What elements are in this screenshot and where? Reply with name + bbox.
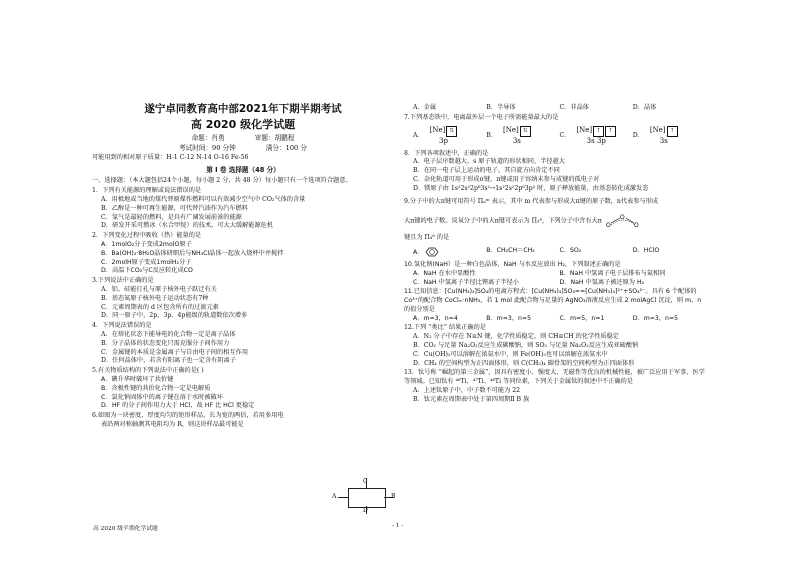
option: B．Ba(OH)₂·8H₂O晶体研细后与NH₄Cl晶体一起放入烧杯中并搅拌 <box>101 249 284 257</box>
question-10: 10.氢化钠(NaH）是一种白色晶体，NaH 与水反应放出 H₂，下列叙述正确的是 A．NaH 在水中显酸性 B．NaH 中氢离子电子层排布与氦相同 C．NaH 中氢离子半径比锂离子半径小 D．NaH 中氢离子被还原为 H₂ <box>404 260 666 286</box>
q6-options: A．金属 B．半导体 C．非晶体 D．晶体 <box>413 104 657 111</box>
svg-text:O: O <box>633 222 639 230</box>
exam-subtitle: 高 2020 级化学试题 <box>190 117 296 131</box>
sample-rectangle <box>348 488 386 508</box>
exam-time: 考试时间：90 分钟 <box>179 143 236 152</box>
footer-title: 高 2020 级半期化学试题 <box>93 526 158 532</box>
left-column <box>92 100 394 430</box>
option: D．任何晶体中，若含有阳离子也一定含有阴离子 <box>101 357 236 365</box>
label-a: A <box>332 493 337 500</box>
atomic-masses: 可能用到的相对原子质量：H-1 C-12 N-14 O-16 Fe-56 <box>92 154 249 162</box>
option: D．CH₄ 的空间构型为正四面体形，则 C(CH₃)₄ 碳骨架的空间构型为正四面体形 <box>413 359 635 367</box>
option: C．元素周期表的 d 区包含所有的过渡元素 <box>101 303 219 311</box>
option: D．高温下CO₂与C反应转化成CO <box>101 267 193 275</box>
option: D．同一原子中，2p、3p、4p能级的轨道数依次增多 <box>101 312 248 320</box>
option: C．Cu(OH)₂可以溶解在浓氨水中，则 Fe(OH)₃也可以溶解在浓氨水中 <box>413 350 608 358</box>
option: D．HF 的分子间作用力大于 HCl，故 HF 比 HCl 更稳定 <box>101 402 255 410</box>
orbital-option-a: A． [Ne] ⇅ 3p <box>413 126 486 147</box>
benzene-ring-icon <box>425 247 439 257</box>
option: C．杂化轨道可用于形成σ键、π键或用于容纳未参与成键的孤电子对 <box>413 175 600 183</box>
option: B．钛元素在周期表中处于第四周期Ⅱ B 族 <box>413 395 530 403</box>
option: D．镁原子由 1s²2s²2p⁶3s²→1s²2s²2p⁶3p² 时，原子释放能量，由基态转化成激发态 <box>413 184 649 192</box>
question-1: 1．下列有关能源的理解或说法错误的是 A．用极地或当地的煤代替原煤作燃料可以有效减少空气中 CO₂气体的含量 B．乙醇是一种可再生能源，可代替汽油作为汽车燃料 C．氢气是最轻的燃料，是具有广阔发展前景的能源 D．研发开采可燃冰（水合甲烷）的技术，可大大缓解能源危机 <box>92 187 394 231</box>
option: A．N₂ 分子中存在 N≡N 键，化学性质稳定，则 CH≡CH 的化学性质稳定 <box>413 333 619 341</box>
exam-meta-row-2 <box>92 144 394 153</box>
option: A．电子层序数越大，s 原子轨道的形状相同、半径越大 <box>413 158 565 166</box>
question-13: 13．钛号称 “崛起的第三金属”，因具有密度小、强度大、无磁性等优良的机械性能，被广泛应用于军事、医学等领域。已知钛有 ⁴⁶Ti、⁴⁷Ti、⁴⁸Ti 等同位素，下列关于金属钛的叙述中不正确的是 A．上述钛原子中，中子数不可能为 22 B．钛元素在周期表中处于第四周期Ⅱ B 族 <box>404 369 705 403</box>
exam-title: 遂宁卓同教育高中部2021年下期半期考试 <box>144 103 342 115</box>
question-12: 12.下列 “类比” 结果正确的是 A．N₂ 分子中存在 N≡N 键，化学性质稳定，则 CH≡CH 的化学性质稳定 B．CO₂ 与足量 Na₂O₂反应生成碳酸钠，则 SO₂ 与足量 Na₂O₂反应生成亚硫酸钠 C．Cu(OH)₂可以溶解在浓氨水中，则 Fe(OH)₃也可以溶解在浓氨水中 D．CH₄ 的空间构型为正四面体形，则 C(CH₃)₄ 碳骨架的空间构型为正四面体形 <box>404 324 706 368</box>
option: C．金属键的本质是金属离子与自由电子间的相互作用 <box>101 348 249 356</box>
section-heading: 第 I 卷 选择题（48 分） <box>206 166 280 175</box>
label-d: D <box>363 507 368 514</box>
reviewer: 审题：胡鹏程 <box>254 133 295 142</box>
question-5: 5.有关物质结构的下列说法中正确的是( ) A．碘升华时破坏了共价键 B．含极性键的共价化合物一定是电解质 C．氯化钠固体中的离子键在溶于水时被破坏 D．HF 的分子间作用力大于 HCl，故 HF 比 HCl 更稳定 <box>92 367 394 411</box>
option: A．上述钛原子中，中子数不可能为 22 <box>413 387 521 395</box>
option: B．分子晶体的状态变化只需克服分子间作用力 <box>101 339 230 347</box>
option: B．CO₂ 与足量 Na₂O₂反应生成碳酸钠，则 SO₂ 与足量 Na₂O₂反应生成亚硫酸钠 <box>413 342 639 350</box>
label-c: C <box>363 478 368 485</box>
question-7: 7.下列基态铁中，电离最外层一个电子所需能量最大的是 <box>404 113 559 121</box>
label-b: B <box>391 493 396 500</box>
q9-options: A． B．CH₂CH＝CH₂ C．SO₂ D．HClO <box>413 247 660 257</box>
svg-text:O: O <box>605 222 611 230</box>
question-4: 4．下列说法错误的是 A．在熔化状态下能导电的化合物一定是离子晶体 B．分子晶体的状态变化只需克服分子间作用力 C．金属键的本质是金属离子与自由电子间的相互作用 D．任何晶体中，若含有阳离子也一定含有阴离子 <box>92 322 394 366</box>
orbital-option-d: D． [Ne] ↑ 3s <box>633 126 706 147</box>
option: B．乙醇是一种可再生能源，可代替汽油作为汽车燃料 <box>101 204 248 212</box>
option: B．在同一电子层上运动的电子，其自旋方向肯定不同 <box>413 167 560 175</box>
option: C．2molH原子变成1molH₂分子 <box>101 258 192 266</box>
question-8: 8．下列各项叙述中，正确的是 A．电子层序数越大，s 原子轨道的形状相同、半径越大 B．在同一电子层上运动的电子，其自旋方向肯定不同 C．杂化轨道可用于形成σ键、π键或用于容纳未参与成键的孤电子对 D．镁原子由 1s²2s²2p⁶3s²→1s²2s²2p⁶3p² 时，原子释放能量，由基态转化成激发态 <box>404 150 706 194</box>
ozone-structure-icon <box>604 213 642 229</box>
section-intro: 一、选择题：（本大题包括24个小题，每小题 2 分，共 48 分）每小题只有一个选项符合题意。 <box>92 177 352 185</box>
orbital-option-c: C． [Ne] ↑ ↑ 3s 3p <box>560 126 633 147</box>
option: B．基态氮原子核外电子运动状态有7种 <box>101 294 209 302</box>
exam-meta-row-1 <box>92 134 394 143</box>
exam-score: 满分：100 分 <box>265 143 307 152</box>
question-2: 2．下列变化过程中吸收（热）能量的是 A．1molO₂分子变成2molO原子 B．Ba(OH)₂·8H₂O晶体研细后与NH₄Cl晶体一起放入烧杯中并搅拌 C．2molH原子变成1molH₂分子 D．高温下CO₂与C反应转化成CO <box>92 232 394 276</box>
orbital-option-b: B． [Ne] ⇅ 3s <box>486 126 559 147</box>
option: D．研发开采可燃冰（水合甲烷）的技术，可大大缓解能源危机 <box>101 222 274 230</box>
svg-text:O: O <box>619 214 625 222</box>
orbital-options <box>404 126 706 147</box>
option: A．铝、硅能打孔与原子核外电子跃迁有关 <box>101 285 217 293</box>
question-6: 6.如图为一块密度、厚度均匀的矩形样品，长为宽的两倍，若用多用电 表沿两对称轴测其电阻均为 R，则这块样品最可能是 <box>92 412 284 428</box>
option: A．用极地或当地的煤代替原煤作燃料可以有效减少空气中 CO₂气体的含量 <box>101 195 306 203</box>
option: C．氯化钠固体中的离子键在溶于水时被破坏 <box>101 393 223 401</box>
option: A．碘升华时破坏了共价键 <box>101 375 174 383</box>
page-number: - 1 - <box>392 523 404 529</box>
option: C．氢气是最轻的燃料，是具有广阔发展前景的能源 <box>101 213 242 221</box>
setter: 命题：肖勇 <box>191 133 225 142</box>
question-9: 9.分子中的大π键可用符号 Πₙᵐ 表示，其中 m 代表参与形成大π键的原子数，n代表参与形成 大π键的电子数。臭氧分子中的大π键可表示为 Π₃⁴，下列分子中含有大π O O O 键且为 Π₄⁶ 的是 A． B．CH₂CH＝CH₂ C．SO₂ D．HClO <box>404 198 706 258</box>
option: A．在熔化状态下能导电的化合物一定是离子晶体 <box>101 330 236 338</box>
option: B．含极性键的共价化合物一定是电解质 <box>101 384 211 392</box>
right-column <box>404 104 706 405</box>
question-3: 3.下列说法中正确的是 A．铝、硅能打孔与原子核外电子跃迁有关 B．基态氮原子核外电子运动状态有7种 C．元素周期表的 d 区包含所有的过渡元素 D．同一原子中，2p、3p、4p能级的轨道数依次增多 <box>92 277 394 321</box>
question-11: 11.已知信息：[Cu(NH₃)₄]SO₄的电离方程式：[Cu(NH₃)₄]SO₄==[Cu(NH₃)₄]²⁺+SO₄²⁻。具有 6 个配体的 Co³⁺的配合物 CoClₘ·nNH₃，若 1 mol 此配合物与足量的 AgNO₃溶液反应生成 2 molAgCl 沉淀，则 m、n 的值分别是 A．m=3，n=4 B．m=3，n=5 C．m=5，n=1 D．m=3，n=5 <box>404 288 702 322</box>
option: A．1molO₂分子变成2molO原子 <box>101 240 192 248</box>
